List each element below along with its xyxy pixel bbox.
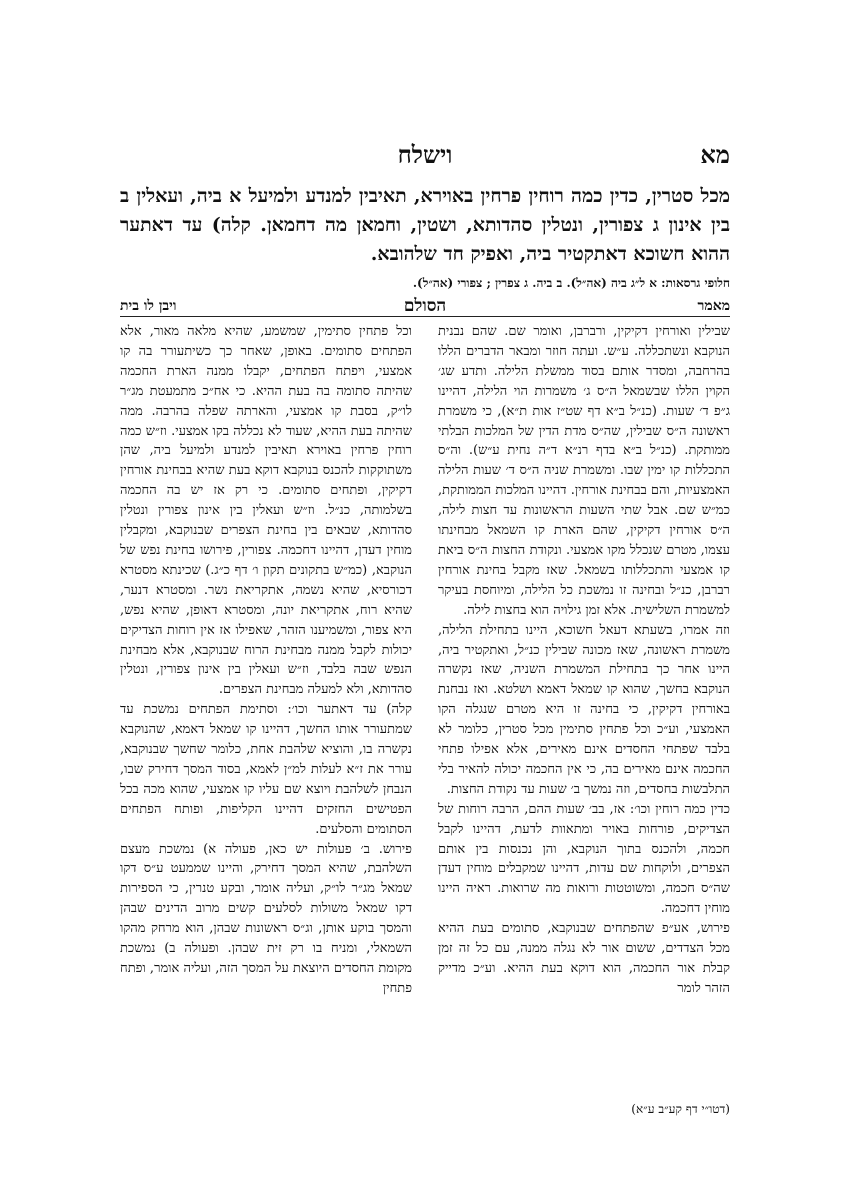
zohar-text: מכל סטרין, כדין כמה רוחין פרחין באוירא, תאיבין למנדע ולמיעל א ביה, ועאלין ב בין אינון ג צפורין, ונטלין סהדותא, ושטין, וחמאן מה דחמאן. קלה) עד דאתער ההוא חשוכא דאתקטיר ביה, ואפיק חד שלהובא. <box>120 185 730 265</box>
commentary-paragraph: פירוש, אע״פ שהפתחים שבנוקבא, סתומים בעת ההיא מכל הצדדים, ששום אור לא נגלה ממנה, עם כל זה זמן קבלת אור החכמה, הוא דוקא בעת ההיא. וע״כ מדייק הזהר לומר <box>438 921 730 996</box>
commentary-paragraph: כדין כמה רוחין וכו׳: אז, בב׳ שעות ההם, הרבה רוחות של הצדיקים, פורחות באויר ומתאוות לדעת, דהיינו לקבל חכמה, ולהכנס בתוך הנוקבא, והן נכנסות בין אותם הצפרים, ולוקחות שם עדות, דהיינו שמקבלים מוחין דעדן שה״ס חכמה, ומשוטטות ורואות מה שרואות. ראיה היינו מוחין דחכמה. <box>438 801 730 917</box>
header-rule <box>120 316 730 317</box>
column-header-center: הסולם <box>403 296 447 316</box>
page-number: מא <box>700 140 730 169</box>
commentary-paragraph: וזה אמרו, בשעתא דעאל חשוכא, היינו בתחילת הלילה, משמרת ראשונה, שאז מכונה שבילין כנ״ל, ואתקטיר ביה, היינו אחר כך בתחילת המשמרת השניה, שאז נקשרה הנוקבא בחשך, שהוא קו שמאל דאמא ושלטא. ואז נבחנת באורחין דקיקין, כי בחינה זו היא מטרם שנגלה הקו האמצעי, וע״כ וכל פתחין סתימין מכל סטרין, כלומר לא בלבד שפתחי החסדים אינם מאירים, אלא אפילו פתחי החכמה אינם מאירים בה, כי אין החכמה יכולה להאיר בלי התלבשות בחסדים, וזה נמשך ב׳ שעות עד נקודת החצות. <box>438 622 730 797</box>
parasha-title: וישלח <box>397 140 453 169</box>
footer-reference: (דטו״י דף קע״ב ע״א) <box>631 1102 730 1116</box>
commentary-paragraph: וכל פתחין סתימין, שמשמע, שהיא מלאה מאור, אלא הפתחים סתומים. באופן, שאחר כך כשיתעורר בה קו אמצעי, ויפתח הפתחים, יקבלו ממנה הארת החכמה שהיתה סתומה בה בעת ההיא. כי אח״כ מתמעטת מג״ר לו״ק, בסבת קו אמצעי, והארתה שפלה בהרבה. ממה שהיתה בעת ההיא, שעוד לא נכללה בקו אמצעי. וז״ש כמה רוחין פרחין באוירא תאיבין למנדע ולמיעל ביה, שהן משתוקקות להכנס בנוקבא דוקא בעת שהיא בבחינת אורחין דקיקין, ופתחים סתומים. כי רק אז יש בה החכמה בשלמותה, כנ״ל. וז״ש ועאלין בין אינון צפורין ונטלין סהדותא, שבאים בין בחינת הצפרים שבנוקבא, ומקבלין מוחין דעדן, דהיינו דחכמה. צפורין, פירושו בחינת נפש של הנוקבא, (כמ״ש בתקונים תקון ו׳ דף כ״ג.) שכינתא מסטרא דכורסיא, שהיא נשמה, אתקריאת נשר. ומסטרא דנער, שהיא רוח, אתקריאת יונה, ומסטרא דאופן, שהיא נפש, היא צפור, ומשמיענו הזהר, שאפילו אז אין רוחות הצדיקים יכולות לקבל ממנה מבחינת הרוח שבנוקבא, אלא מבחינת הנפש שבה בלבד, וז״ש ועאלין בין אינון צפורין, ונטלין סהדותא, ולא למעלה מבחינת הצפרים. <box>120 324 412 698</box>
commentary-right-column <box>438 322 730 999</box>
running-header <box>120 140 730 180</box>
column-header-left: ויבן לו בית <box>120 298 177 314</box>
commentary-paragraph: קלה) עד דאתער וכו׳: וסתימת הפתחים נמשכת עד שמתעורר אותו החשך, דהיינו קו שמאל דאמא, שהנוקבא נקשרה בו, והוציא שלהבת אחת, כלומר שחשך שבנוקבא, עורר את ז״א לעלות למ״ן לאמא, בסוד המסך דחירק שבו, הנבחן לשלהבת ויוצא שם עליו קו אמצעי, שהוא מכה בכל הפטישים החזקים דהיינו הקליפות, ופותח הפתחים הסתומים והסלעים. <box>120 702 412 837</box>
column-header-right: מאמר <box>697 298 730 314</box>
commentary-left-column <box>120 322 412 999</box>
commentary-paragraph: פירוש. ב׳ פעולות יש כאן, פעולה א) נמשכת מעצם השלהבת, שהיא המסך דחירק, והיינו שממעט ע״ס דקו שמאל מג״ר לו״ק, ועליה אומר, ובקע טנרין, כי הספירות דקו שמאל משולות לסלעים קשים מרוב הדינים שבהן והמסך בוקע אותן, וג״ס ראשונות שבהן, הוא מרחק מהקו השמאלי, ומניח בו רק זית שבהן. ופעולה ב) נמשכת מקומת החסדים היוצאת על המסך הזה, ועליה אומר, ופתח פתחין <box>120 841 412 996</box>
commentary-paragraph: שבילין ואורחין דקיקין, ורברבן, ואומר שם. שהם נבנית הנוקבא ונשתכללה. ע״ש. ועתה חוזר ומבאר הדברים הללו בהרחבה, ומסדר אותם בסוד ממשלת הלילה. ותדע שג׳ הקוין הללו שבשמאל ה״ס ג׳ משמרות הוי הלילה, דהיינו ג״פ ד׳ שעות. (כנ״ל ב״א דף שט״ז אות ת״א), כי משמרת ראשונה ה״ס שבילין, שה״ס מדת הדין של המלכות הבלתי ממותקת. (כנ״ל ב״א בדף רנ״א ד״ה נחית ע״ש). וה״ס התכללות קו ימין שבו. ומשמרת שניה ה״ס ד׳ שעות הלילה האמצעיות, והם בבחינת אורחין. דהיינו המלכות הממותקת, כמ״ש שם. אבל שתי השעות הראשונות עד חצות לילה, ה״ס אורחין דקיקין, שהם הארת קו השמאל מבחינתו עצמו, מטרם שנכלל מקו אמצעי. ונקודת החצות ה״ס ביאת קו אמצעי והתכללותו בשמאל. שאז מקבל בחינת אורחין רברבן, כנ״ל ובחינה זו נמשכת כל הלילה, ומיוחסת בעיקר למשמרת השלישית. אלא זמן גילויה הוא בחצות לילה. <box>438 324 730 618</box>
variant-readings: חלופי גרסאות: א ל״ג ביה (אה״ל). ב ביה. ג צפרין ; צפורי (אה״ל). <box>412 276 730 290</box>
